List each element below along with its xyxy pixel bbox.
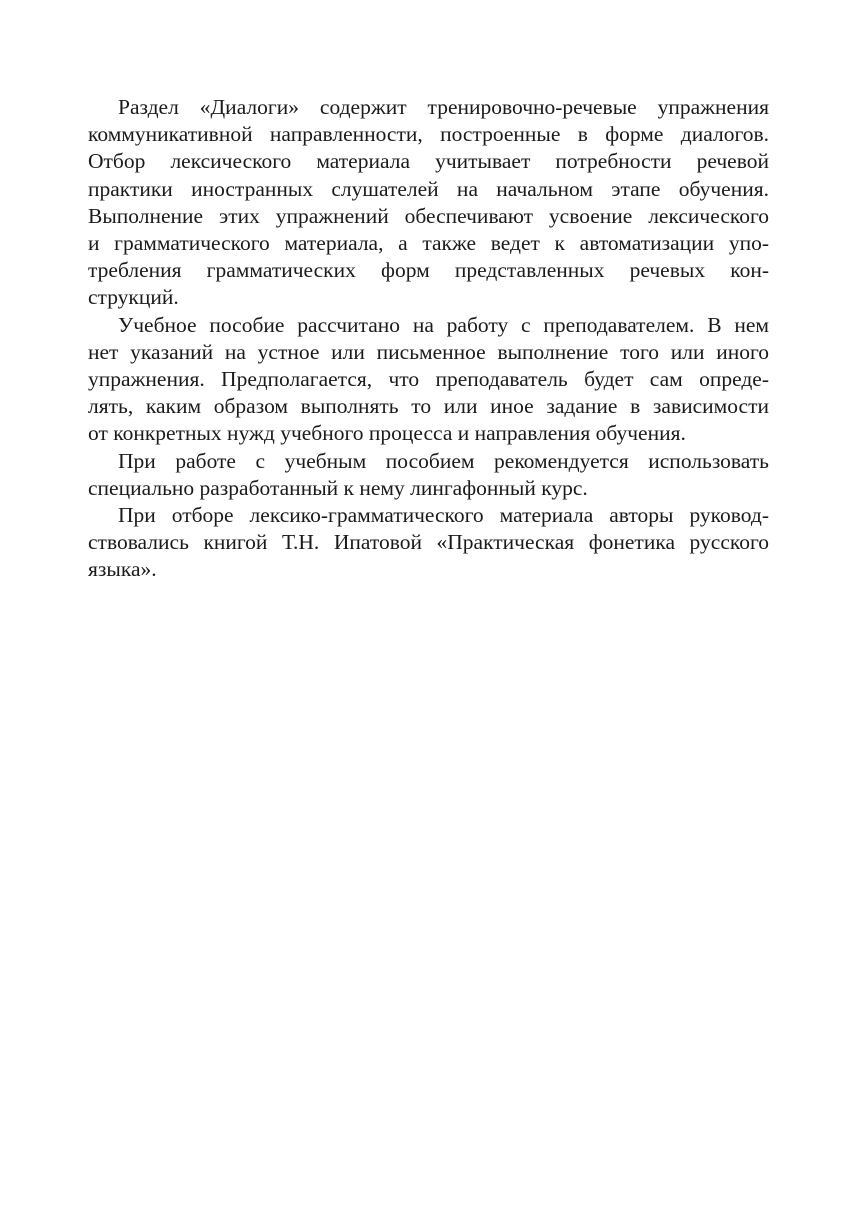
text-line: от конкретных нужд учебного процесса и направления обучения. bbox=[88, 421, 686, 446]
paragraph-teacher-usage bbox=[88, 312, 769, 448]
text-line: Отбор лексического материала учитывает потребности речевой bbox=[88, 149, 769, 174]
page-body bbox=[88, 94, 769, 584]
text-line: лять, каким образом выполнять то или иное задание в зависимости bbox=[88, 394, 769, 419]
paragraph-dialogues-section bbox=[88, 94, 769, 312]
text-line: При отборе лексико-грамматического материала авторы руковод- bbox=[118, 503, 769, 528]
text-line: языка». bbox=[88, 557, 157, 582]
text-line: упражнения. Предполагается, что преподаватель будет сам опреде- bbox=[88, 367, 769, 392]
text-line: практики иностранных слушателей на начальном этапе обучения. bbox=[88, 176, 769, 201]
text-line: специально разработанный к нему лингафонный курс. bbox=[88, 475, 588, 500]
text-line: и грамматического материала, а также ведет к автоматизации упо- bbox=[88, 231, 769, 256]
paragraph-source-book bbox=[88, 502, 769, 584]
text-line: ствовались книгой Т.Н. Ипатовой «Практическая фонетика русского bbox=[88, 530, 769, 555]
text-line: Выполнение этих упражнений обеспечивают усвоение лексического bbox=[88, 203, 769, 228]
text-line: нет указаний на устное или письменное выполнение того или иного bbox=[88, 339, 769, 364]
text-line: коммуникативной направленности, построенные в форме диалогов. bbox=[88, 122, 769, 147]
paragraph-audio-course bbox=[88, 448, 769, 502]
text-line: струкций. bbox=[88, 285, 179, 310]
text-line: требления грамматических форм представленных речевых кон- bbox=[88, 258, 769, 283]
text-line: При работе с учебным пособием рекомендуется использовать bbox=[118, 448, 769, 473]
text-line: Раздел «Диалоги» содержит тренировочно-речевые упражнения bbox=[118, 95, 769, 119]
text-line: Учебное пособие рассчитано на работу с преподавателем. В нем bbox=[118, 312, 769, 337]
